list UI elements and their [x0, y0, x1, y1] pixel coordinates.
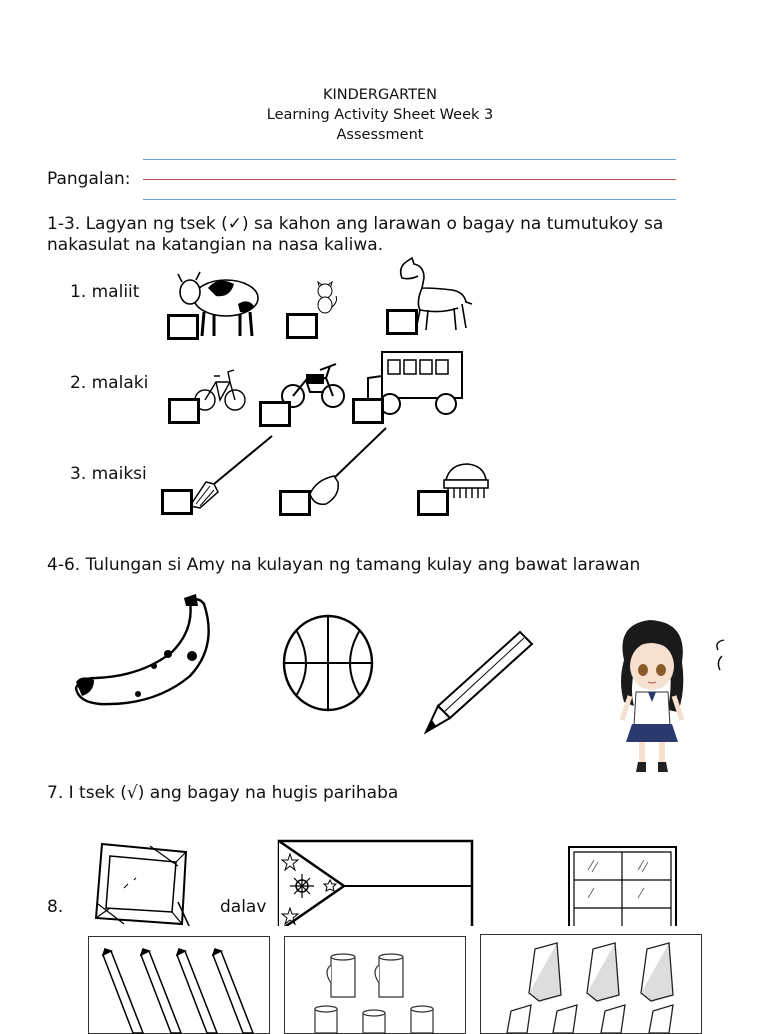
item1-label: 1. maliit [70, 282, 140, 302]
mugs-panel[interactable] [284, 936, 466, 1034]
name-input-line[interactable] [143, 179, 676, 180]
pencils-icon [89, 937, 269, 1033]
books-panel[interactable] [480, 934, 702, 1034]
item2-checkbox-bicycle[interactable] [168, 398, 200, 424]
pencil-icon [424, 630, 534, 734]
item2-label: 2. malaki [70, 373, 149, 393]
sheet-title: Learning Activity Sheet Week 3 [266, 107, 494, 123]
pencils-panel[interactable] [88, 936, 270, 1034]
item3-label: 3. maiksi [70, 464, 147, 484]
section1-instruction-line1: 1-3. Lagyan ng tsek (✓) sa kahon ang larawan o bagay na tumutukoy sa [47, 214, 664, 234]
item3-checkbox-long-broom[interactable] [161, 489, 193, 515]
sheet-subtitle: Assessment [336, 127, 424, 143]
section3-instruction: 7. I tsek (√) ang bagay na hugis parihaba [47, 783, 399, 803]
item1-checkbox-horse[interactable] [386, 309, 418, 335]
picture-frame-icon [94, 842, 192, 928]
item3-checkbox-scrub-brush[interactable] [417, 490, 449, 516]
name-guide-top [143, 159, 676, 160]
mugs-icon [285, 937, 465, 1033]
edge-fragment-icon [712, 638, 726, 672]
grade-heading: KINDERGARTEN [322, 87, 438, 103]
item2-checkbox-motorcycle[interactable] [259, 401, 291, 427]
scrub-brush-icon [442, 460, 490, 500]
kitten-icon [312, 282, 338, 316]
bicycle-icon [194, 362, 246, 412]
amy-girl-icon [612, 616, 692, 774]
books-icon [481, 935, 701, 1033]
section1-instruction-line2: nakasulat na katangian na nasa kaliwa. [47, 235, 384, 255]
philippine-flag-icon [278, 840, 474, 928]
item8-number: 8. [47, 897, 64, 917]
item1-checkbox-kitten[interactable] [286, 313, 318, 339]
name-label: Pangalan: [47, 169, 131, 189]
item2-checkbox-jeepney[interactable] [352, 398, 384, 424]
item3-checkbox-dustpan-broom[interactable] [279, 490, 311, 516]
banana-icon [72, 594, 216, 708]
item8-label: dalav [220, 897, 267, 917]
basketball-icon [282, 614, 374, 712]
name-guide-bottom [143, 199, 676, 200]
long-broom-icon [188, 434, 274, 510]
dustpan-broom-icon [306, 426, 388, 508]
window-icon [568, 846, 678, 928]
item1-checkbox-cow[interactable] [167, 314, 199, 340]
section2-instruction: 4-6. Tulungan si Amy na kulayan ng tamang kulay ang bawat larawan [47, 555, 641, 575]
